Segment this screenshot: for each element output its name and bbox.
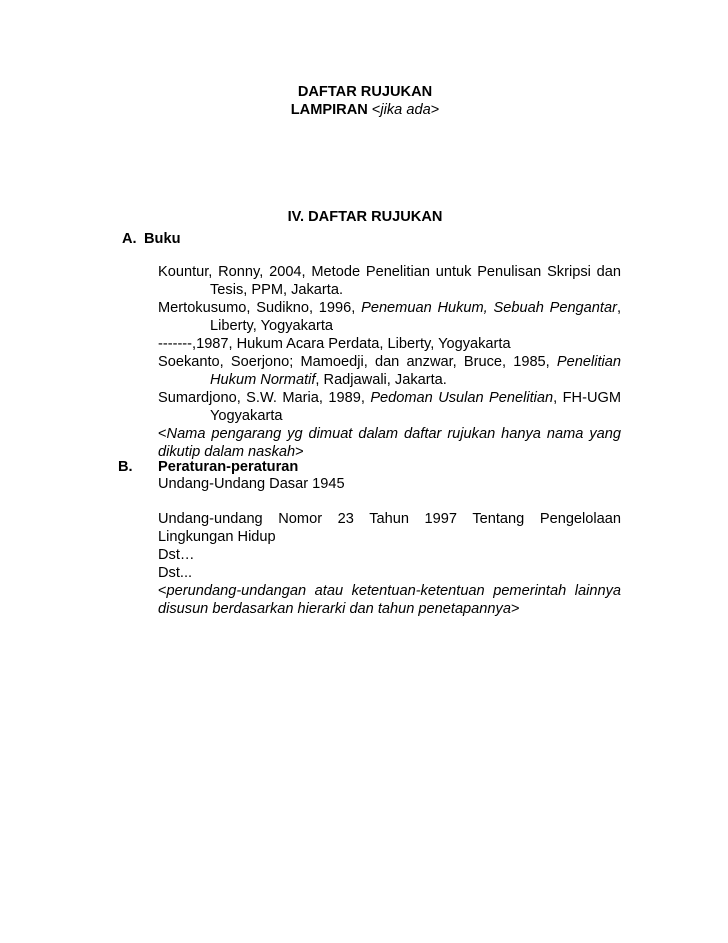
ref-line: [158, 299, 621, 317]
ref-text: ,: [616, 300, 621, 316]
section-a-letter: A.: [122, 231, 137, 247]
note-text: dikutip dalam naskah: [158, 444, 296, 460]
note-text: Nama pengarang yg dimuat dalam daftar rujukan hanya nama yang: [166, 426, 621, 442]
ref-title: Hukum Normatif: [210, 372, 316, 388]
note-bracket: <: [158, 583, 167, 599]
header-title: DAFTAR RUJUKAN: [297, 84, 433, 100]
regulation-list: [158, 475, 621, 618]
ref-line: Kountur, Ronny, 2004, Metode Penelitian untuk Penulisan Skripsi dan: [158, 264, 621, 280]
ref-line: Yogyakarta: [210, 408, 283, 424]
note-text: perundang-undangan atau ketentuan-ketentuan pemerintah lainnya: [166, 583, 621, 599]
note-bracket: >: [295, 444, 304, 460]
note-bracket: <: [158, 426, 167, 442]
ref-text: Mertokusumo, Sudikno, 1996,: [158, 300, 362, 316]
regulation-item: Undang-undang Nomor 23 Tahun 1997 Tentang Pengelolaan: [158, 511, 621, 527]
lampiran-note-close: >: [430, 102, 440, 118]
ref-text: Soekanto, Soerjono; Mamoedji, dan anzwar, Bruce, 1985,: [158, 354, 557, 370]
note-line: [158, 425, 621, 443]
header-lampiran: [220, 101, 510, 119]
ref-line: [158, 389, 621, 407]
lampiran-note-open: <: [371, 102, 381, 118]
ref-title: Pedoman Usulan Penelitian: [370, 390, 554, 406]
note-bracket: >: [510, 601, 520, 617]
section-title: IV. DAFTAR RUJUKAN: [287, 209, 443, 225]
lampiran-note: jika ada: [380, 102, 431, 118]
ref-title: Penemuan Hukum, Sebuah Pengantar: [361, 300, 617, 316]
regulation-item: Dst…: [158, 547, 195, 563]
section-a-title: Buku: [144, 231, 181, 247]
book-references: [158, 263, 621, 461]
regulation-item: Lingkungan Hidup: [158, 529, 276, 545]
section-a-heading: [122, 230, 180, 248]
ref-line: [158, 371, 621, 389]
spacer: [158, 493, 621, 510]
ref-line: [158, 353, 621, 371]
ref-line: -------,1987, Hukum Acara Perdata, Liberty, Yogyakarta: [158, 336, 511, 352]
ref-text: , FH-UGM: [553, 390, 621, 406]
section-b-heading: [118, 458, 298, 476]
regulation-item: Dst...: [158, 565, 193, 581]
ref-text: , Radjawali, Jakarta.: [315, 372, 447, 388]
note-text: disusun berdasarkan hierarki dan tahun penetapannya: [158, 601, 511, 617]
document-header: [220, 83, 510, 119]
regulation-item: Undang-Undang Dasar 1945: [158, 476, 345, 492]
ref-title: Penelitian: [556, 354, 621, 370]
section-b-title: Peraturan-peraturan: [158, 459, 299, 475]
lampiran-label: LAMPIRAN: [290, 102, 368, 118]
note-line: [158, 600, 621, 618]
ref-line: Liberty, Yogyakarta: [210, 318, 334, 334]
note-line: [158, 582, 621, 600]
ref-line: Tesis, PPM, Jakarta.: [210, 282, 344, 298]
section-b-letter: B.: [118, 459, 133, 475]
ref-text: Sumardjono, S.W. Maria, 1989,: [158, 390, 371, 406]
